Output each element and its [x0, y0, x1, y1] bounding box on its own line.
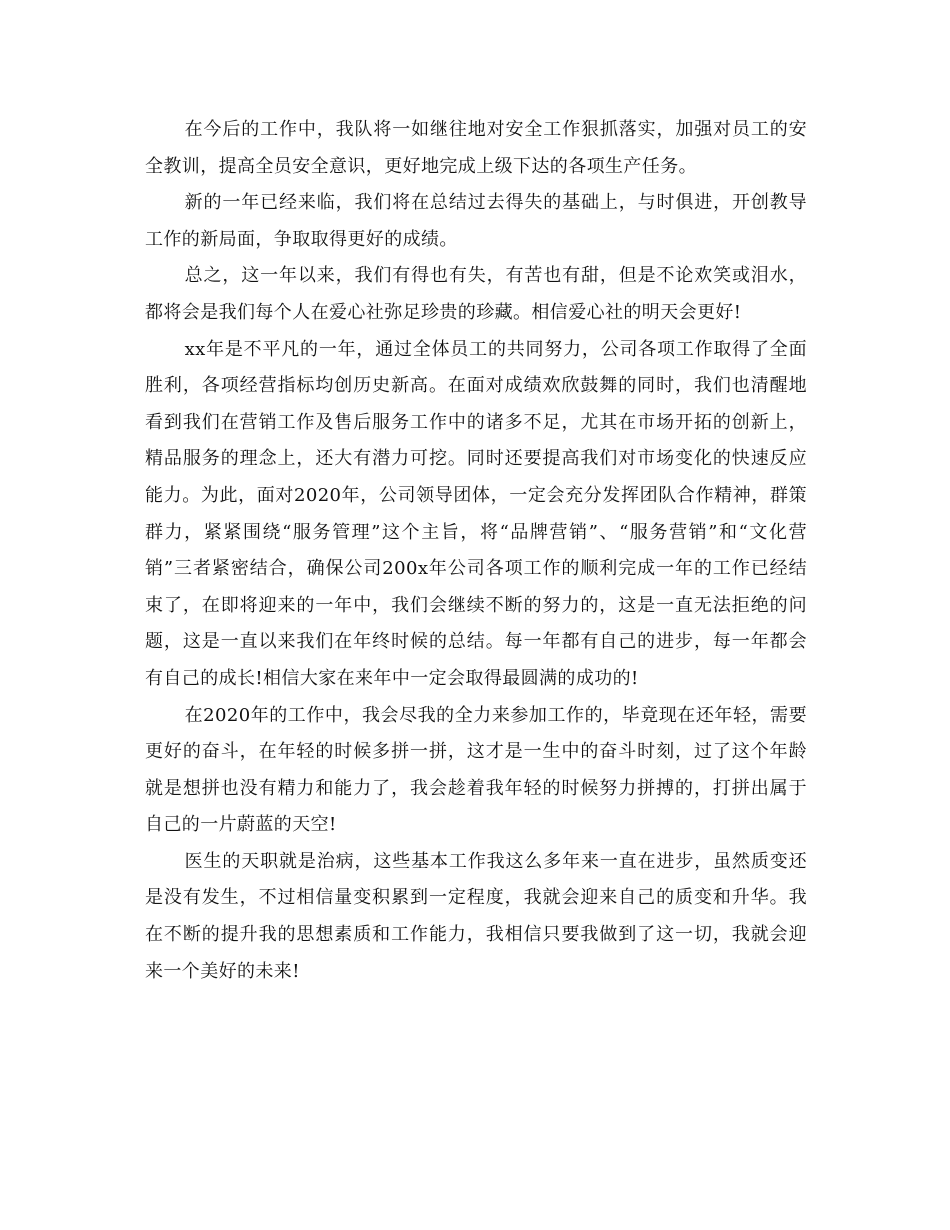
paragraph-summary: 总之，这一年以来，我们有得也有失，有苦也有甜，但是不论欢笑或泪水，都将会是我们每个人在爱心社弥足珍贵的珍藏。相信爱心社的明天会更好! — [145, 265, 807, 323]
paragraph-safety-work: 在今后的工作中，我队将一如继往地对安全工作狠抓落实，加强对员工的安全教训，提高全员安全意识，更好地完成上级下达的各项生产任务。 — [145, 119, 807, 177]
paragraph-doctor-duty: 医生的天职就是治病，这些基本工作我这么多年来一直在进步，虽然质变还是没有发生，不过相信量变积累到一定程度，我就会迎来自己的质变和升华。我在不断的提升我的思想素质和工作能力，我相信只要我做到了这一切，我就会迎来一个美好的未来! — [145, 850, 807, 982]
document-body — [145, 112, 807, 990]
paragraph-personal-plan: 在2020年的工作中，我会尽我的全力来参加工作的，毕竟现在还年轻，需要更好的奋斗，在年轻的时候多拼一拼，这才是一生中的奋斗时刻，过了这个年龄就是想拼也没有精力和能力了，我会趁着我年轻的时候努力拼搏的，打拼出属于自己的一片蔚蓝的天空! — [145, 704, 807, 836]
paragraph-new-year: 新的一年已经来临，我们将在总结过去得失的基础上，与时俱进，开创教导工作的新局面，争取取得更好的成绩。 — [145, 192, 807, 250]
paragraph-company-year: xx年是不平凡的一年，通过全体员工的共同努力，公司各项工作取得了全面胜利，各项经营指标均创历史新高。在面对成绩欢欣鼓舞的同时，我们也清醒地看到我们在营销工作及售后服务工作中的诸多不足，尤其在市场开拓的创新上，精品服务的理念上，还大有潜力可挖。同时还要提高我们对市场变化的快速反应能力。为此，面对2020年，公司领导团体，一定会充分发挥团队合作精神，群策群力，紧紧围绕“服务管理”这个主旨，将“品牌营销”、“服务营销”和“文化营销”三者紧密结合，确保公司200x年公司各项工作的顺利完成一年的工作已经结束了，在即将迎来的一年中，我们会继续不断的努力的，这是一直无法拒绝的问题，这是一直以来我们在年终时候的总结。每一年都有自己的进步，每一年都会有自己的成长!相信大家在来年中一定会取得最圆满的成功的! — [145, 338, 807, 689]
